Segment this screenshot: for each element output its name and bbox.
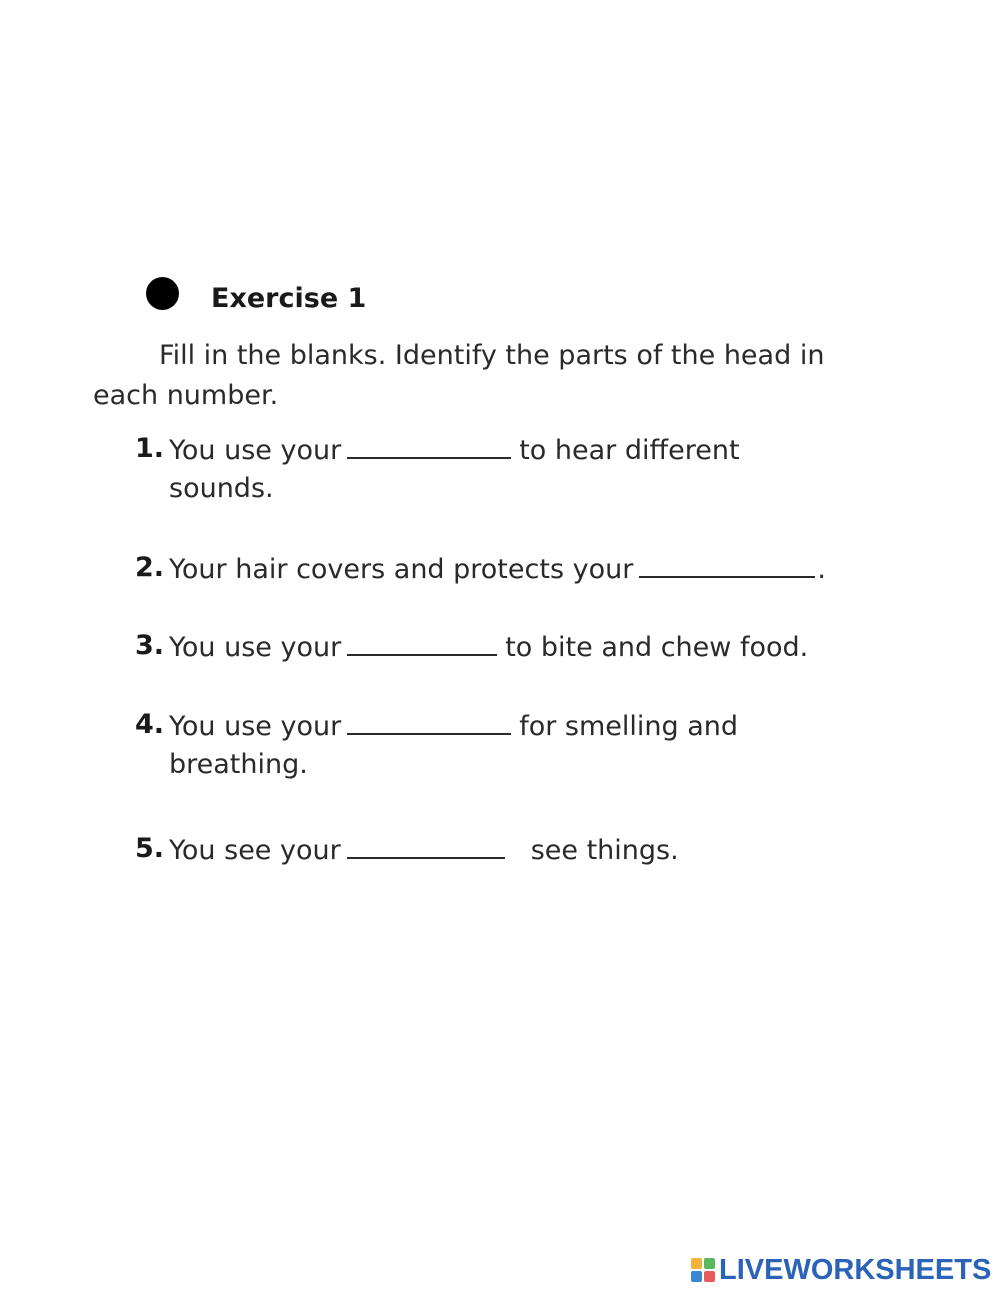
question-text-continuation: breathing. xyxy=(169,749,308,780)
answer-blank-2[interactable] xyxy=(639,548,815,578)
logo-text: LIVEWORKSHEETS xyxy=(719,1254,992,1286)
question-number: 4. xyxy=(135,709,165,740)
liveworksheets-logo xyxy=(691,1255,991,1285)
question-text-before: You use your xyxy=(169,435,342,466)
question-text-continuation: sounds. xyxy=(169,473,274,504)
question-text-before: Your hair covers and protects your xyxy=(169,554,634,585)
answer-blank-1[interactable] xyxy=(347,429,511,459)
logo-mark-icon xyxy=(691,1258,715,1282)
question-text-after: see things. xyxy=(530,835,679,866)
answer-blank-4[interactable] xyxy=(347,705,511,735)
question-text-after: . xyxy=(817,554,826,585)
question-number: 1. xyxy=(135,433,165,464)
exercise-title: Exercise 1 xyxy=(211,283,367,314)
question-number: 2. xyxy=(135,552,165,583)
question-text-before: You see your xyxy=(169,835,341,866)
question-number: 5. xyxy=(135,833,165,864)
question-text-after: to bite and chew food. xyxy=(505,632,809,663)
question-text-before: You use your xyxy=(169,711,342,742)
answer-blank-3[interactable] xyxy=(347,626,497,656)
question-text-after: for smelling and xyxy=(519,711,739,742)
question-number: 3. xyxy=(135,630,165,661)
question-text-after: to hear different xyxy=(519,435,740,466)
instructions-text: Fill in the blanks. Identify the parts of the head in each number. xyxy=(93,340,825,411)
question-text-before: You use your xyxy=(169,632,342,663)
answer-blank-5[interactable] xyxy=(347,829,505,859)
bullet-icon xyxy=(146,277,179,310)
